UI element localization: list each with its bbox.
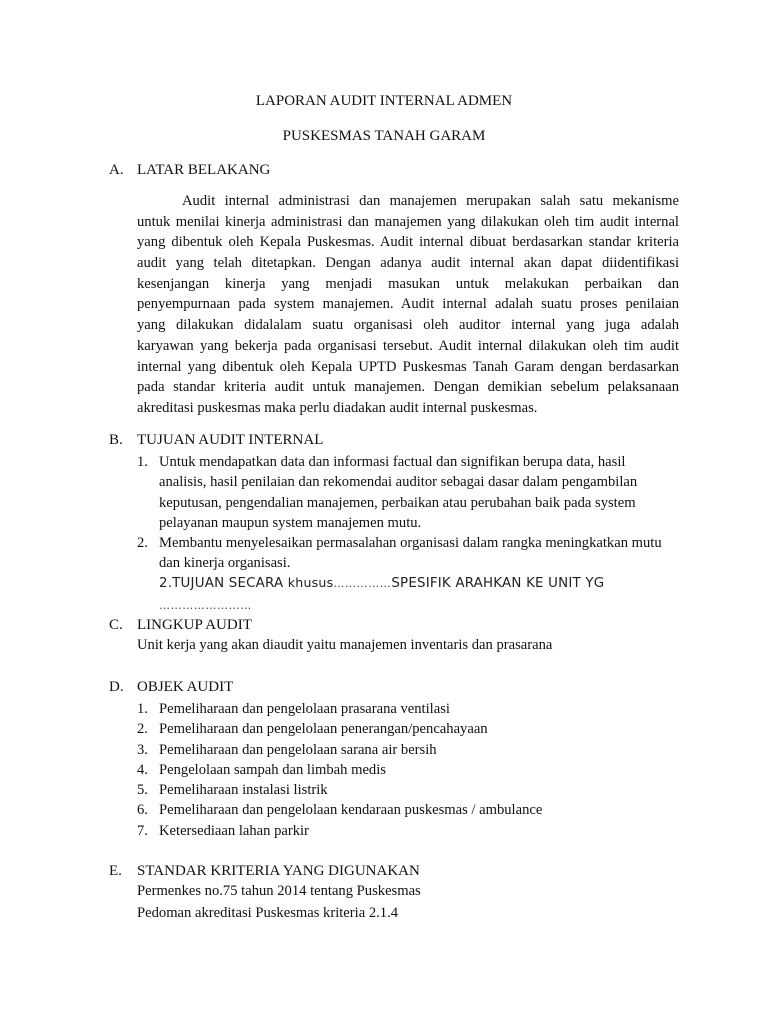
paragraph-line: kesenjangan kinerja yang menjadi masukan untuk melakukan perbaikan dan (137, 275, 679, 292)
list-line: Untuk mendapatkan data dan informasi factual dan signifikan berupa data, hasil (159, 454, 626, 470)
note-dots: …………… (333, 577, 392, 590)
list-item (137, 780, 679, 800)
list-item (137, 821, 679, 841)
section-b-heading (109, 432, 324, 449)
list-line: Membantu menyelesaikan permasalahan organisasi dalam rangka meningkatkan mutu (159, 535, 662, 552)
section-c-title: LINGKUP AUDIT (137, 617, 252, 633)
list-item (137, 800, 679, 820)
list-item (137, 719, 679, 739)
paragraph-line: internal yang dibentuk oleh Kepala UPTD Puskesmas Tanah Garam dengan berdasarkan (137, 358, 679, 375)
section-d-list (137, 699, 679, 841)
list-line: Pemeliharaan dan pengelolaan kendaraan puskesmas / ambulance (159, 802, 543, 819)
paragraph-line: akreditasi puskesmas maka perlu diadakan audit internal puskesmas. (137, 399, 538, 416)
section-c-heading (109, 617, 252, 634)
list-item (137, 760, 679, 780)
section-a-letter: A. (109, 162, 124, 178)
list-line: Pemeliharaan instalasi listrik (159, 782, 328, 799)
paragraph-line: untuk menilai kinerja administrasi dan manajemen yang dilakukan oleh tim audit internal (137, 213, 679, 230)
list-number: 7. (137, 822, 148, 839)
note-part1: 2.TUJUAN SECARA (159, 576, 288, 591)
section-d-letter: D. (109, 679, 124, 695)
section-a-paragraph (137, 191, 679, 419)
handwritten-note (159, 575, 604, 591)
list-number: 4. (137, 761, 148, 778)
list-item (137, 740, 679, 760)
paragraph-line: karyawan yang bekerja pada organisasi tersebut. Audit internal dilakukan oleh tim audit (137, 337, 679, 354)
paragraph-line: pada standar kriteria audit untuk manajemen. Dengan demikian sebelum pelaksanaan (137, 379, 679, 396)
list-line: Ketersediaan lahan parkir (159, 822, 309, 839)
section-b-list (137, 452, 679, 574)
section-b-title: TUJUAN AUDIT INTERNAL (137, 432, 324, 448)
section-d-heading (109, 679, 234, 696)
list-number: 6. (137, 802, 148, 819)
section-d-title: OBJEK AUDIT (137, 679, 234, 695)
section-e-heading (109, 863, 420, 880)
list-line: Pemeliharaan dan pengelolaan prasarana ventilasi (159, 701, 450, 717)
list-line: keputusan, pengendalian manajemen, perbaikan atau perubahan baik pada system (159, 494, 636, 511)
note-part2: khusus (287, 575, 334, 590)
list-number: 3. (137, 741, 148, 758)
list-number: 2. (137, 535, 148, 552)
list-item (137, 699, 679, 719)
list-number: 2. (137, 721, 148, 738)
list-item (137, 452, 679, 533)
section-e-title: STANDAR KRITERIA YANG DIGUNAKAN (137, 863, 420, 879)
paragraph-line: yang dibentuk oleh Kepala Puskesmas. Audit internal dibuat berdasarkan standar kriteria (137, 234, 679, 251)
list-item (137, 533, 679, 574)
list-line: Pemeliharaan dan pengelolaan sarana air bersih (159, 741, 437, 758)
list-line: Pemeliharaan dan pengelolaan penerangan/pencahayaan (159, 721, 488, 738)
document-title: LAPORAN AUDIT INTERNAL ADMEN (255, 93, 513, 109)
paragraph-line: Audit internal administrasi dan manajemen merupakan salah satu mekanisme (182, 193, 679, 209)
paragraph-line: yang dilakukan didalalam suatu organisasi oleh auditor internal yang juga adalah (137, 317, 679, 334)
document-subtitle: PUSKESMAS TANAH GARAM (282, 128, 486, 144)
section-b-letter: B. (109, 432, 123, 448)
section-e-letter: E. (109, 863, 122, 879)
section-a-title: LATAR BELAKANG (137, 162, 271, 178)
paragraph-line: penyempurnaan pada system manajemen. Audit internal adalah suatu proses penilaian (137, 296, 679, 313)
list-number: 5. (137, 782, 148, 799)
list-line: analisis, hasil penilaian dan rekomendai auditor sebagai dasar dalam pengambilan (159, 474, 638, 491)
list-number: 1. (137, 701, 148, 717)
list-line: pelayanan maupun system manajemen mutu. (159, 514, 422, 531)
note-dots-line: …………………… (159, 599, 252, 612)
section-c-text: Unit kerja yang akan diaudit yaitu manajemen inventaris dan prasarana (137, 637, 553, 653)
note-part3: SPESIFIK ARAHKAN KE UNIT YG (391, 576, 605, 591)
list-number: 1. (137, 454, 148, 470)
section-a-heading (109, 162, 271, 179)
section-e-text-1: Permenkes no.75 tahun 2014 tentang Puskesmas (137, 883, 421, 899)
section-e-text-2: Pedoman akreditasi Puskesmas kriteria 2.1.4 (137, 905, 399, 921)
section-c-letter: C. (109, 617, 123, 633)
list-line: Pengelolaan sampah dan limbah medis (159, 761, 386, 778)
paragraph-line: audit yang telah ditetapkan. Dengan adanya audit internal akan dapat diidentifikasi (137, 255, 679, 272)
list-line: dan kinerja organisasi. (159, 555, 291, 572)
